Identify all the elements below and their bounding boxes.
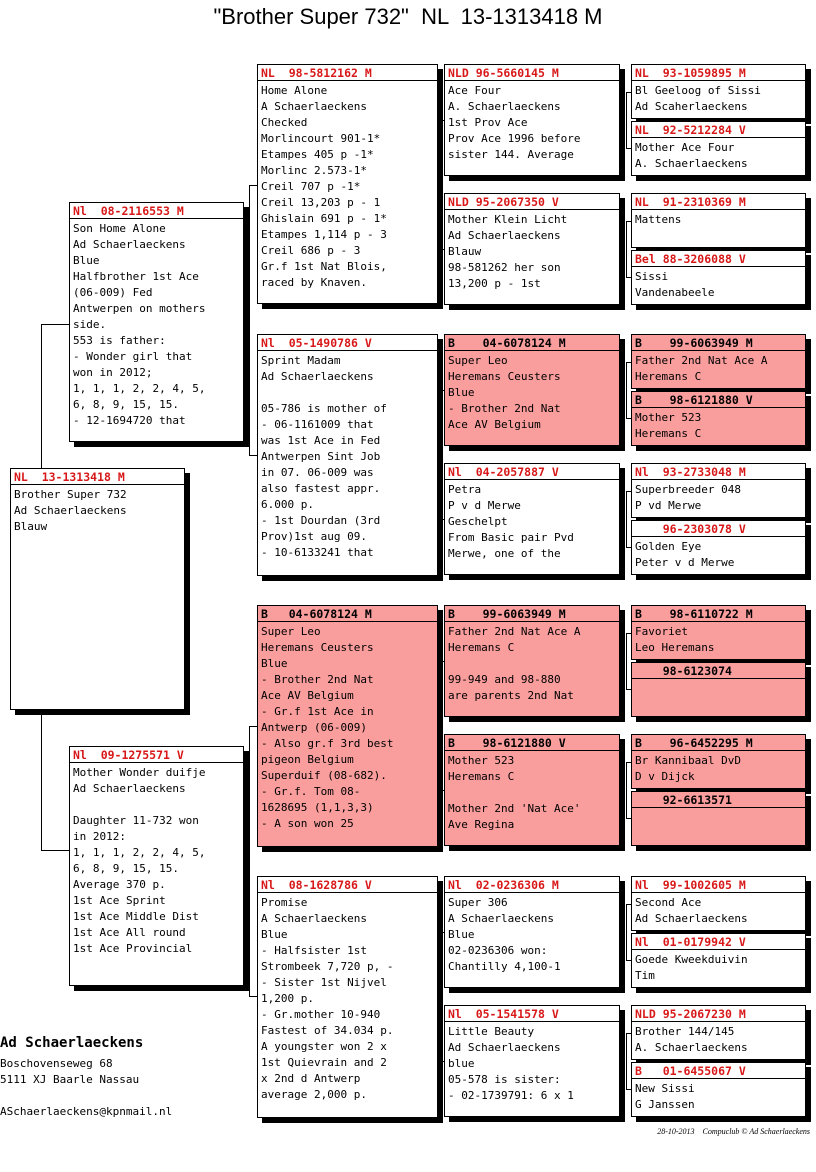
card-details (11, 485, 184, 537)
ring-number: B 98-6110722 M (635, 607, 753, 621)
detail-line: 6, 8, 9, 15, 15. (73, 398, 179, 411)
detail-line: A. Schaerlaeckens (448, 100, 561, 113)
card-details (632, 950, 805, 986)
ring-number: B 96-6452295 M (635, 736, 753, 750)
pedigree-title: "Brother Super 732" NL 13-1313418 M (213, 4, 603, 29)
pedigree-card-g7 (631, 463, 806, 518)
connector-line (41, 324, 69, 325)
ring-number: Nl 02-0236306 M (448, 878, 559, 892)
card-details (632, 480, 805, 516)
card-details (258, 81, 437, 293)
card-details (258, 893, 437, 1105)
detail-line: Mother 523 (635, 411, 702, 424)
detail-line: Petra (448, 483, 482, 496)
connector-line (441, 120, 442, 249)
detail-line: - Halfsister 1st (261, 944, 367, 957)
detail-line: 02-0236306 won: (448, 944, 548, 957)
pedigree-card-fff (444, 64, 620, 176)
card-details (445, 622, 619, 706)
detail-line: From Basic pair Pvd (448, 531, 574, 544)
detail-line: Mattens (635, 213, 682, 226)
detail-line: Chantilly 4,100-1 (448, 960, 561, 973)
ring-number: Nl 93-2733048 M (635, 465, 746, 479)
detail-line: 1,200 p. (261, 992, 314, 1005)
detail-line: Bl Geeloog of Sissi (635, 84, 761, 97)
detail-line: pigeon Belgium (261, 753, 354, 766)
pedigree-card-g5 (631, 334, 806, 389)
detail-line: Mother Ace Four (635, 141, 735, 154)
connector-line (626, 362, 627, 418)
ring-number: NLD 96-5660145 M (448, 66, 559, 80)
pedigree-card-ff (257, 64, 438, 304)
detail-line: Creil 13,203 p - 1 (261, 196, 381, 209)
pedigree-card-g12 (631, 791, 806, 846)
ring-number: B 01-6455067 V (635, 1064, 746, 1078)
detail-line: Super Leo (448, 354, 508, 367)
detail-line: - Brother 2nd Nat (448, 402, 561, 415)
card-details (632, 808, 805, 812)
connector-line (41, 710, 42, 850)
detail-line: D v Dijck (635, 770, 695, 783)
pedigree-card-ffm (444, 193, 620, 305)
detail-line: - 10-6133241 that (261, 546, 374, 559)
detail-line: Br Kannibaal DvD (635, 754, 741, 767)
detail-line: Heremans Ceusters (448, 370, 561, 383)
detail-line: A Schaerlaeckens (261, 912, 367, 925)
detail-line: 1st Quievrain and 2 (261, 1056, 387, 1069)
detail-line (73, 797, 240, 813)
pedigree-card-fm (257, 334, 438, 576)
detail-line: 1st Ace Provincial (73, 942, 193, 955)
detail-line: x 2nd d Antwerp (261, 1072, 361, 1085)
connector-line (626, 92, 627, 148)
detail-line: Brother Super 732 (14, 488, 127, 501)
detail-line: 1628695 (1,1,3,3) (261, 801, 374, 814)
detail-line: - Gr.f. Tom 08- (261, 785, 361, 798)
pedigree-card-g1 (631, 64, 806, 119)
detail-line: - 1st Dourdan (3rd (261, 514, 381, 527)
connector-line (626, 491, 627, 547)
detail-line: was 1st Ace in Fed (261, 434, 381, 447)
detail-line: Blue (448, 386, 475, 399)
detail-line: in 2012: (73, 830, 126, 843)
detail-line: 13,200 p - 1st (448, 277, 541, 290)
pedigree-card-mmf (444, 876, 620, 988)
detail-line: Favoriet (635, 625, 688, 638)
detail-line: Ave Regina (448, 818, 515, 831)
card-details (258, 622, 437, 834)
print-footer: 28-10-2013 Compuclub © Ad Schaerlaeckens (657, 1127, 810, 1136)
detail-line: 1, 1, 1, 2, 2, 4, 5, (73, 382, 206, 395)
connector-line (441, 932, 442, 1061)
detail-line: Creil 686 p - 3 (261, 244, 361, 257)
ring-number: NL 91-2310369 M (635, 195, 746, 209)
detail-line: - 02-1739791: 6 x 1 (448, 1089, 574, 1102)
ring-number: B 98-6121880 V (635, 393, 753, 407)
detail-line: G Janssen (635, 1098, 695, 1111)
pedigree-card-mfm (444, 734, 620, 846)
detail-line: Blauw (14, 520, 48, 533)
detail-line: Ad Schaerlaeckens (73, 238, 186, 251)
detail-line: Merwe, one of the (448, 547, 561, 560)
detail-line: Mother 2nd 'Nat Ace' (448, 802, 581, 815)
detail-line: Ad Schaerlaeckens (14, 504, 127, 517)
pedigree-card-father (69, 202, 244, 442)
connector-line (41, 850, 69, 851)
breeder-name: Ad Schaerlaeckens (0, 1035, 144, 1051)
detail-line: Average 370 p. (73, 878, 166, 891)
pedigree-card-g14 (631, 933, 806, 988)
detail-line: Mother 523 (448, 754, 515, 767)
detail-line: Heremans C (448, 641, 515, 654)
pedigree-card-fmm (444, 463, 620, 575)
detail-line: Father 2nd Nat Ace A (448, 625, 581, 638)
pedigree-card-g2 (631, 121, 806, 176)
pedigree-card-g11 (631, 734, 806, 789)
card-details (632, 537, 805, 573)
connector-line (626, 1033, 627, 1089)
connector-line (249, 185, 250, 455)
card-details (632, 622, 805, 658)
detail-line: Etampes 1,114 p - 3 (261, 228, 387, 241)
connector-line (626, 762, 627, 818)
detail-line: - 06-1161009 that (261, 418, 374, 431)
detail-line: A Schaerlaeckens (261, 100, 367, 113)
detail-line: Blue (73, 254, 100, 267)
detail-line (261, 385, 434, 401)
pedigree-card-g10 (631, 662, 806, 717)
detail-line: Sprint Madam (261, 354, 341, 367)
connector-line (249, 455, 257, 456)
detail-line: Heremans C (448, 770, 515, 783)
detail-line: A youngster won 2 x (261, 1040, 387, 1053)
detail-line: Prov)1st aug 09. (261, 530, 367, 543)
ring-number: Nl 08-2116553 M (73, 204, 184, 218)
detail-line: raced by Knaven. (261, 276, 367, 289)
detail-line: 6.000 p. (261, 498, 314, 511)
detail-line: Antwerpen on mothers (73, 302, 206, 315)
detail-line: 1st Ace All round (73, 926, 186, 939)
ring-number: B 04-6078124 M (261, 607, 372, 621)
detail-line: Ad Schaerlaeckens (73, 782, 186, 795)
detail-line: 99-949 and 98-880 (448, 673, 561, 686)
detail-line: Blue (448, 928, 475, 941)
card-details (445, 81, 619, 165)
detail-line: won in 2012; (73, 366, 153, 379)
detail-line: A Schaerlaeckens (448, 912, 554, 925)
card-details (445, 751, 619, 835)
detail-line: Strombeek 7,720 p, - (261, 960, 394, 973)
detail-line: Blue (261, 928, 288, 941)
ring-number: Nl 01-0179942 V (635, 935, 746, 949)
detail-line: side. (73, 318, 107, 331)
ring-number: B 99-6063949 M (635, 336, 753, 350)
connector-line (441, 661, 442, 790)
connector-line (249, 185, 257, 186)
pedigree-card-g6 (631, 391, 806, 446)
detail-line: 98-581262 her son (448, 261, 561, 274)
detail-line: Morlincourt 901-1* (261, 132, 381, 145)
pedigree-card-mm (257, 876, 438, 1118)
ring-number: Nl 99-1002605 M (635, 878, 746, 892)
detail-line: Daughter 11-732 won (73, 814, 199, 827)
detail-line: average 2,000 p. (261, 1088, 367, 1101)
detail-line: Morlinc 2.573-1* (261, 164, 367, 177)
card-details (445, 1022, 619, 1106)
card-details (445, 210, 619, 294)
ring-number: 98-6123074 (635, 664, 732, 678)
ring-number: 92-6613571 (635, 793, 732, 807)
detail-line: 1st Prov Ace (448, 116, 528, 129)
breeder-address-city: 5111 XJ Baarle Nassau (0, 1073, 140, 1086)
detail-line: 1, 1, 1, 2, 2, 4, 5, (73, 846, 206, 859)
ring-number: Nl 09-1275571 V (73, 748, 184, 762)
pedigree-card-mother (69, 746, 244, 986)
detail-line: Heremans Ceusters (261, 641, 374, 654)
detail-line: blue (448, 1057, 475, 1070)
detail-line: Blue (261, 657, 288, 670)
card-details (632, 893, 805, 929)
detail-line: Golden Eye (635, 540, 702, 553)
detail-line: Ace Four (448, 84, 501, 97)
card-details (445, 351, 619, 435)
detail-line: Antwerp (06-009) (261, 721, 367, 734)
detail-line: Ad Schaerlaeckens (448, 1041, 561, 1054)
connector-line (626, 633, 627, 689)
pedigree-card-g9 (631, 605, 806, 660)
ring-number: Nl 05-1541578 V (448, 1007, 559, 1021)
detail-line: Halfbrother 1st Ace (73, 270, 199, 283)
pedigree-card-g8 (631, 520, 806, 575)
connector-line (626, 221, 627, 277)
detail-line: (06-009) Fed (73, 286, 153, 299)
detail-line: 553 is father: (73, 334, 166, 347)
detail-line: A. Schaerlaeckens (635, 157, 748, 170)
detail-line: Goede Kweekduivin (635, 953, 748, 966)
pedigree-card-g3 (631, 193, 806, 248)
detail-line: - Gr.f 1st Ace in (261, 705, 374, 718)
ring-number: Nl 08-1628786 V (261, 878, 372, 892)
detail-line: New Sissi (635, 1082, 695, 1095)
pedigree-card-subject (10, 468, 185, 710)
ring-number: NL 92-5212284 V (635, 123, 746, 137)
detail-line: Mother Wonder duifje (73, 766, 206, 779)
detail-line: Ad Schaerlaeckens (635, 912, 748, 925)
detail-line: Ace AV Belgium (448, 418, 541, 431)
card-details (632, 679, 805, 683)
pedigree-card-g13 (631, 876, 806, 931)
detail-line: - Sister 1st Nijvel (261, 976, 387, 989)
ring-number: NLD 95-2067230 M (635, 1007, 746, 1021)
card-details (258, 351, 437, 563)
ring-number: NL 98-5812162 M (261, 66, 372, 80)
card-details (632, 138, 805, 174)
pedigree-card-g16 (631, 1062, 806, 1117)
connector-line (626, 904, 627, 960)
detail-line: Promise (261, 896, 308, 909)
detail-line: Little Beauty (448, 1025, 535, 1038)
card-details (632, 351, 805, 387)
card-details (70, 219, 243, 431)
detail-line: Etampes 405 p -1* (261, 148, 374, 161)
connector-line (249, 726, 257, 727)
detail-line: Geschelpt (448, 515, 508, 528)
connector-line (441, 390, 442, 519)
detail-line: Super Leo (261, 625, 321, 638)
detail-line: Antwerpen Sint Job (261, 450, 381, 463)
detail-line: Ad Schaerlaeckens (448, 229, 561, 242)
breeder-address-street: Boschovenseweg 68 (0, 1057, 113, 1070)
card-details (70, 763, 243, 959)
detail-line: - 12-1694720 that (73, 414, 186, 427)
card-details (632, 267, 805, 303)
detail-line: P vd Merwe (635, 499, 702, 512)
detail-line: 1st Ace Sprint (73, 894, 166, 907)
detail-line: - Gr.mother 10-940 (261, 1008, 381, 1021)
detail-line (448, 785, 616, 801)
ring-number: Bel 88-3206088 V (635, 252, 746, 266)
detail-line: are parents 2nd Nat (448, 689, 574, 702)
breeder-email[interactable]: ASchaerlaeckens@kpnmail.nl (0, 1105, 173, 1118)
detail-line: Super 306 (448, 896, 508, 909)
detail-line: Prov Ace 1996 before (448, 132, 581, 145)
ring-number: 96-2303078 V (635, 522, 746, 536)
detail-line: Leo Heremans (635, 641, 715, 654)
detail-line: Superduif (08-682). (261, 769, 387, 782)
pedigree-card-mmm (444, 1005, 620, 1117)
detail-line: Creil 707 p -1* (261, 180, 361, 193)
detail-line: Home Alone (261, 84, 328, 97)
detail-line: Ghislain 691 p - 1* (261, 212, 387, 225)
pedigree-card-g4 (631, 250, 806, 305)
card-details (632, 1022, 805, 1058)
detail-line: 05-578 is sister: (448, 1073, 561, 1086)
detail-line: in 07. 06-009 was (261, 466, 374, 479)
detail-line: 05-786 is mother of (261, 402, 387, 415)
detail-line: Heremans C (635, 370, 702, 383)
card-details (632, 1079, 805, 1115)
detail-line: Ad Scaherlaeckens (635, 100, 748, 113)
card-details (445, 480, 619, 564)
detail-line: Superbreeder 048 (635, 483, 741, 496)
ring-number: B 99-6063949 M (448, 607, 566, 621)
detail-line: Second Ace (635, 896, 702, 909)
detail-line: Checked (261, 116, 308, 129)
detail-line: also fastest appr. (261, 482, 381, 495)
detail-line: Heremans C (635, 427, 702, 440)
detail-line: Fastest of 34.034 p. (261, 1024, 394, 1037)
detail-line: 6, 8, 9, 15, 15. (73, 862, 179, 875)
detail-line: P v d Merwe (448, 499, 521, 512)
connector-line (249, 726, 250, 996)
card-details (632, 210, 805, 230)
ring-number: NL 93-1059895 M (635, 66, 746, 80)
pedigree-card-fmf (444, 334, 620, 446)
detail-line: Brother 144/145 (635, 1025, 735, 1038)
detail-line: Gr.f 1st Nat Blois, (261, 260, 387, 273)
detail-line: Sissi (635, 270, 669, 283)
detail-line: Mother Klein Licht (448, 213, 568, 226)
detail-line: - A son won 25 (261, 817, 354, 830)
detail-line: A. Schaerlaeckens (635, 1041, 748, 1054)
pedigree-card-mff (444, 605, 620, 717)
connector-line (249, 996, 257, 997)
detail-line: Son Home Alone (73, 222, 166, 235)
detail-line: Father 2nd Nat Ace A (635, 354, 768, 367)
ring-number: B 98-6121880 V (448, 736, 566, 750)
detail-line: Vandenabeele (635, 286, 715, 299)
detail-line: Ad Schaerlaeckens (261, 370, 374, 383)
ring-number: Nl 05-1490786 V (261, 336, 372, 350)
detail-line: Tim (635, 969, 655, 982)
detail-line (448, 656, 616, 672)
ring-number: NL 13-1313418 M (14, 470, 125, 484)
detail-line: - Wonder girl that (73, 350, 193, 363)
pedigree-card-g15 (631, 1005, 806, 1060)
detail-line: sister 144. Average (448, 148, 574, 161)
card-details (632, 751, 805, 787)
detail-line: - Also gr.f 3rd best (261, 737, 394, 750)
detail-line: Ace AV Belgium (261, 689, 354, 702)
breeder-info (0, 1034, 172, 1120)
card-details (632, 408, 805, 444)
card-details (632, 81, 805, 117)
detail-line: - Brother 2nd Nat (261, 673, 374, 686)
connector-line (41, 324, 42, 468)
ring-number: B 04-6078124 M (448, 336, 566, 350)
ring-number: Nl 04-2057887 V (448, 465, 559, 479)
detail-line: Peter v d Merwe (635, 556, 735, 569)
detail-line: Blauw (448, 245, 482, 258)
card-details (445, 893, 619, 977)
ring-number: NLD 95-2067350 V (448, 195, 559, 209)
detail-line: 1st Ace Middle Dist (73, 910, 199, 923)
pedigree-card-mf (257, 605, 438, 847)
